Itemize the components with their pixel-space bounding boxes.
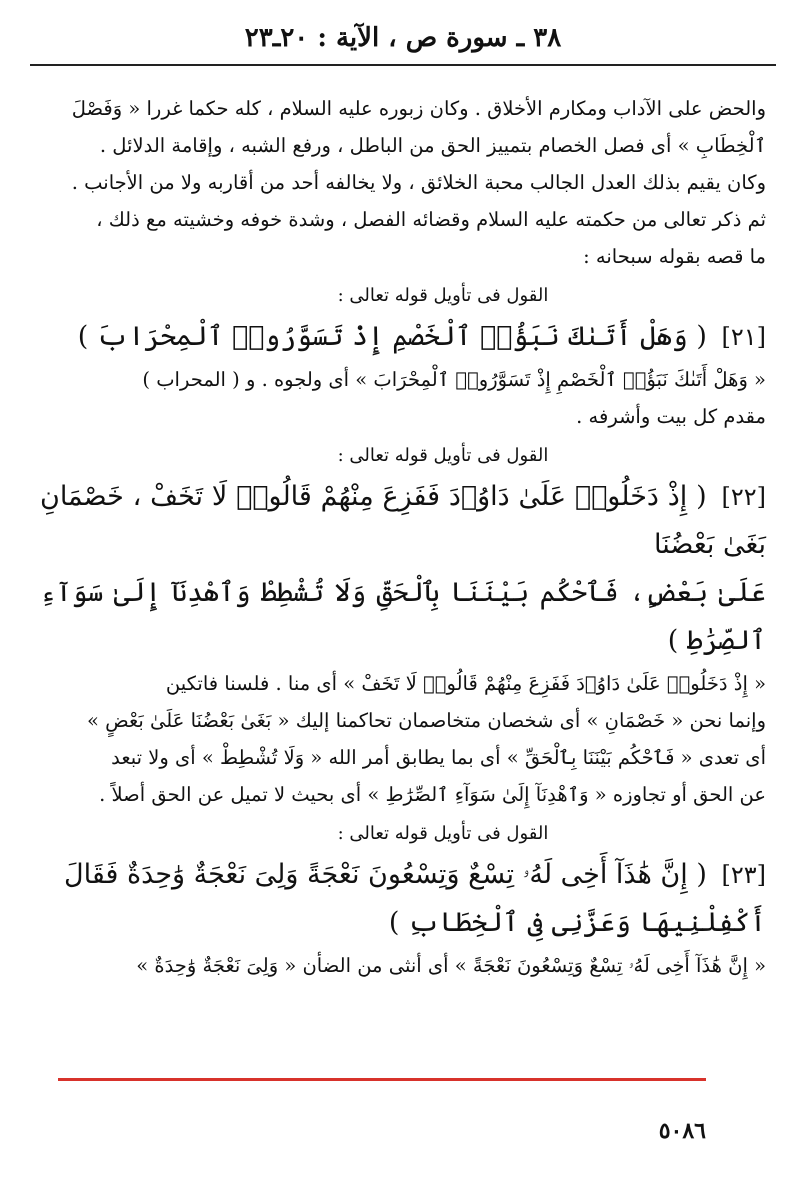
verse-line: أَكْفِلْنِيهَا وَعَزَّنِى فِى ٱلْخِطَابِ )	[388, 907, 766, 938]
verse-text: ( إِنَّ هَٰذَآ أَخِى لَهُۥ تِسْعٌ وَتِسْعُونَ نَعْجَةً وَلِىَ نَعْجَةٌ وَٰحِدَةٌ فَقَالَ	[64, 859, 707, 890]
commentary-line: « وَهَلْ أَتَىٰكَ نَبَؤُا۟ ٱلْخَصْمِ إِذْ تَسَوَّرُوا۟ ٱلْمِحْرَابَ » أى ولجوه . و ( المحراب )	[142, 368, 766, 391]
verse-line	[40, 313, 766, 361]
commentary-line: عن الحق أو تجاوزه « وَٱهْدِنَآ إِلَىٰ سَوَآءِ ٱلصِّرَٰطِ » أى بحيث لا تميل عن الحق أصلاً .	[99, 783, 766, 806]
section-heading: القول فى تأويل قوله تعالى :	[337, 445, 549, 466]
verse-line	[40, 473, 766, 569]
section-heading: القول فى تأويل قوله تعالى :	[337, 285, 549, 306]
intro-line: ثم ذكر تعالى من حكمته عليه السلام وقضائه الفصل ، وشدة خوفه وخشيته مع ذلك ،	[96, 208, 766, 231]
commentary-line: أى تعدى « فَٱحْكُم بَيْنَنَا بِٱلْحَقِّ » أى بما يطابق أمر الله « وَلَا تُشْطِطْ » أى ولا تبعد	[111, 746, 766, 769]
intro-line: ٱلْخِطَابِ » أى فصل الخصام بتمييز الحق من الباطل ، ورفع الشبه ، وإقامة الدلائل .	[99, 134, 766, 157]
intro-line: والحض على الآداب ومكارم الأخلاق . وكان زبوره عليه السلام ، كله حكما غررا « وَفَصْلَ	[71, 97, 766, 120]
intro-line: وكان يقيم بذلك العدل الجالب محبة الخلائق ، ولا يخالفه أحد من أقاربه ولا من الأجانب .	[71, 171, 766, 194]
intro-line: ما قصه بقوله سبحانه :	[583, 245, 766, 268]
page-number: ٥٠٨٦	[658, 1118, 706, 1144]
verse-number: [٢٣]	[721, 861, 766, 889]
header-title: ٣٨ ـ سورة ص ، الآية : ٢٠ـ٢٣	[244, 23, 562, 53]
verse-text: ( إِذْ دَخَلُوا۟ عَلَىٰ دَاوُۥدَ فَفَزِعَ مِنْهُمْ قَالُوا۟ لَا تَخَفْ ، خَصْمَانِ بَغَىٰ بَعْضُنَا	[40, 481, 766, 560]
section-23	[40, 817, 766, 984]
commentary-line: وإنما نحن « خَصْمَانِ » أى شخصان متخاصمان تحاكمنا إليك « بَغَىٰ بَعْضُنَا عَلَىٰ بَعْضٍ »	[86, 709, 766, 732]
highlight-underline	[58, 1078, 706, 1081]
verse-number: [٢٢]	[721, 483, 766, 511]
section-21	[40, 279, 766, 435]
section-22	[40, 439, 766, 813]
section-heading: القول فى تأويل قوله تعالى :	[337, 823, 549, 844]
page-body	[40, 90, 766, 984]
verse-text: ( وَهَلْ أَتَىٰكَ نَبَؤُا۟ ٱلْخَصْمِ إِذْ تَسَوَّرُوا۟ ٱلْمِحْرَابَ )	[77, 321, 707, 352]
commentary-line: « إِنَّ هَٰذَآ أَخِى لَهُۥ تِسْعٌ وَتِسْعُونَ نَعْجَةً » أى أنثى من الضأن « وَلِىَ نَعْجَةٌ وَٰحِدَةٌ »	[136, 954, 766, 977]
commentary-line: « إِذْ دَخَلُوا۟ عَلَىٰ دَاوُۥدَ فَفَزِعَ مِنْهُمْ قَالُوا۟ لَا تَخَفْ » أى منا . فلسنا فاتكين	[165, 672, 766, 695]
verse-number: [٢١]	[721, 323, 766, 351]
verse-line	[40, 851, 766, 899]
commentary-line: مقدم كل بيت وأشرفه .	[576, 405, 766, 428]
intro-paragraph	[40, 90, 766, 275]
header-divider	[30, 64, 776, 66]
page-header	[40, 18, 766, 58]
verse-line: عَلَىٰ بَعْضٍ، فَٱحْكُم بَيْنَنَا بِٱلْحَقِّ وَلَا تُشْطِطْ وَٱهْدِنَآ إِلَىٰ سَوَآءِ ٱلصِّرَٰطِ )	[40, 577, 766, 656]
